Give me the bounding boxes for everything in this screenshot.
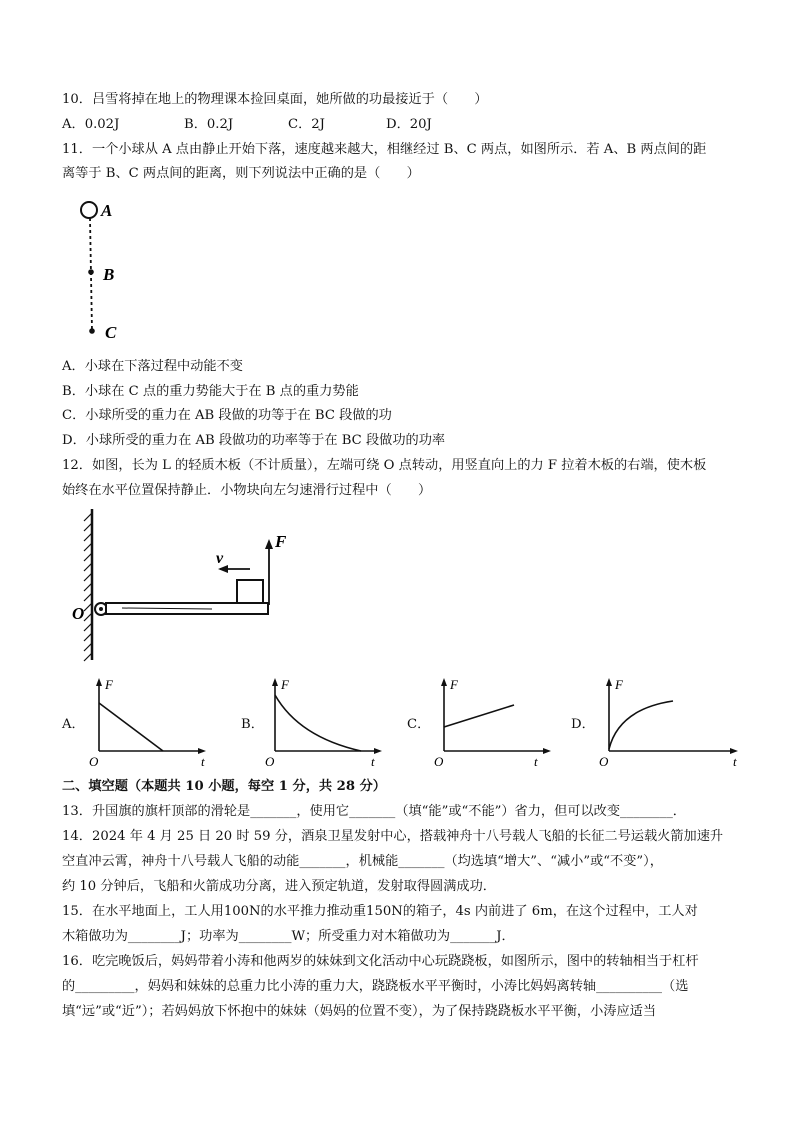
graph-a	[85, 673, 215, 768]
graph-b-label: B．	[241, 717, 264, 732]
q14-line2: 空直冲云霄，神舟十八号载人飞船的动能_______，机械能_______（均选填“增大”、“减小”或“不变”），	[62, 854, 663, 869]
q15-line1: 15．在水平地面上，工人用100N的水平推力推动重150N的箱子，4s 内前进了 6m，在这个过程中，工人对	[62, 904, 698, 919]
label-v: v	[216, 550, 224, 567]
graph-b-f: F	[281, 677, 289, 692]
q10-option-b: B．0.2J	[184, 117, 234, 132]
q16-line2: 的_________，妈妈和妹妹的总重力比小涛的重力大，跷跷板水平平衡时，小涛比妈妈离转轴__________（选	[62, 979, 689, 994]
graph-c-t: t	[534, 754, 538, 768]
q10-stem: 10．吕雪将掉在地上的物理课本捡回桌面，她所做的功最接近于（ ）	[62, 92, 488, 107]
q13-stem: 13．升国旗的旗杆顶部的滑轮是_______，使用它_______（填“能”或“不能”）省力，但可以改变________．	[62, 804, 686, 819]
label-c: C	[105, 323, 117, 342]
graph-d-label: D．	[571, 717, 595, 732]
label-o: O	[72, 604, 85, 623]
lever-figure	[62, 505, 302, 665]
graph-b-curve	[275, 695, 361, 751]
label-b: B	[103, 265, 115, 284]
graph-a-f: F	[105, 677, 113, 692]
falling-ball-figure	[72, 196, 142, 346]
q12-stem-line1: 12．如图，长为 L 的轻质木板（不计质量），左端可绕 O 点转动，用竖直向上的力 F 拉着木板的右端，使木板	[62, 458, 707, 473]
graph-a-t: t	[201, 754, 205, 768]
graph-b-o: O	[265, 754, 275, 768]
graph-c-o: O	[434, 754, 444, 768]
label-f: F	[275, 532, 287, 551]
block	[237, 580, 263, 603]
q11-stem-line1: 11．一个小球从 A 点由静止开始下落，速度越来越大，相继经过 B、C 两点，如图所示．若 A、B 两点间的距	[62, 142, 707, 157]
graph-a-label: A．	[62, 717, 85, 732]
q14-line1: 14．2024 年 4 月 25 日 20 时 59 分，酒泉卫星发射中心，搭载神舟十八号载人飞船的长征二号运载火箭加速升	[62, 829, 724, 844]
graph-c	[430, 673, 560, 768]
q16-line3: 填“远”或“近”）；若妈妈放下怀抱中的妹妹（妈妈的位置不变），为了保持跷跷板水平平衡，小涛应适当	[62, 1004, 657, 1019]
graph-d-t: t	[733, 754, 737, 768]
graph-b	[261, 673, 391, 768]
q15-line2: 木箱做功为________J；功率为________W；所受重力对木箱做功为_______J．	[62, 929, 515, 944]
graph-d-curve	[609, 701, 673, 749]
graph-a-curve	[99, 703, 163, 751]
q10-option-a: A．0.02J	[62, 117, 120, 132]
point-c-icon	[89, 328, 95, 334]
graph-a-o: O	[89, 754, 99, 768]
graph-b-t: t	[371, 754, 375, 768]
label-a: A	[101, 201, 113, 220]
graph-d-o: O	[599, 754, 609, 768]
q12-stem-line2: 始终在水平位置保持静止．小物块向左匀速滑行过程中（ ）	[62, 483, 432, 498]
graph-c-curve	[444, 705, 514, 727]
graph-c-label: C．	[407, 717, 431, 732]
q11-option-c: C．小球所受的重力在 AB 段做的功等于在 BC 段做的功	[62, 408, 392, 423]
graph-c-f: F	[450, 677, 458, 692]
q16-line1: 16．吃完晚饭后，妈妈带着小涛和他两岁的妹妹到文化活动中心玩跷跷板，如图所示，图中的转轴相当于杠杆	[62, 954, 699, 969]
q11-option-b: B．小球在 C 点的重力势能大于在 B 点的重力势能	[62, 384, 359, 399]
force-arrow-icon	[265, 539, 273, 549]
q11-option-a: A．小球在下落过程中动能不变	[62, 359, 243, 374]
q11-stem-line2: 离等于 B、C 两点间的距离，则下列说法中正确的是（ ）	[62, 166, 420, 181]
ball-a-icon	[81, 202, 97, 218]
q14-line3: 约 10 分钟后，飞船和火箭成功分离，进入预定轨道，发射取得圆满成功．	[62, 879, 496, 894]
q10-option-c: C．2J	[288, 117, 325, 132]
graph-d-f: F	[615, 677, 623, 692]
point-b-icon	[88, 269, 94, 275]
section-heading: 二、填空题（本题共 10 小题，每空 1 分，共 28 分）	[62, 779, 386, 794]
graph-d	[595, 673, 745, 768]
q10-option-d: D．20J	[386, 117, 432, 132]
q11-option-d: D．小球所受的重力在 AB 段做功的功率等于在 BC 段做功的功率	[62, 433, 446, 448]
